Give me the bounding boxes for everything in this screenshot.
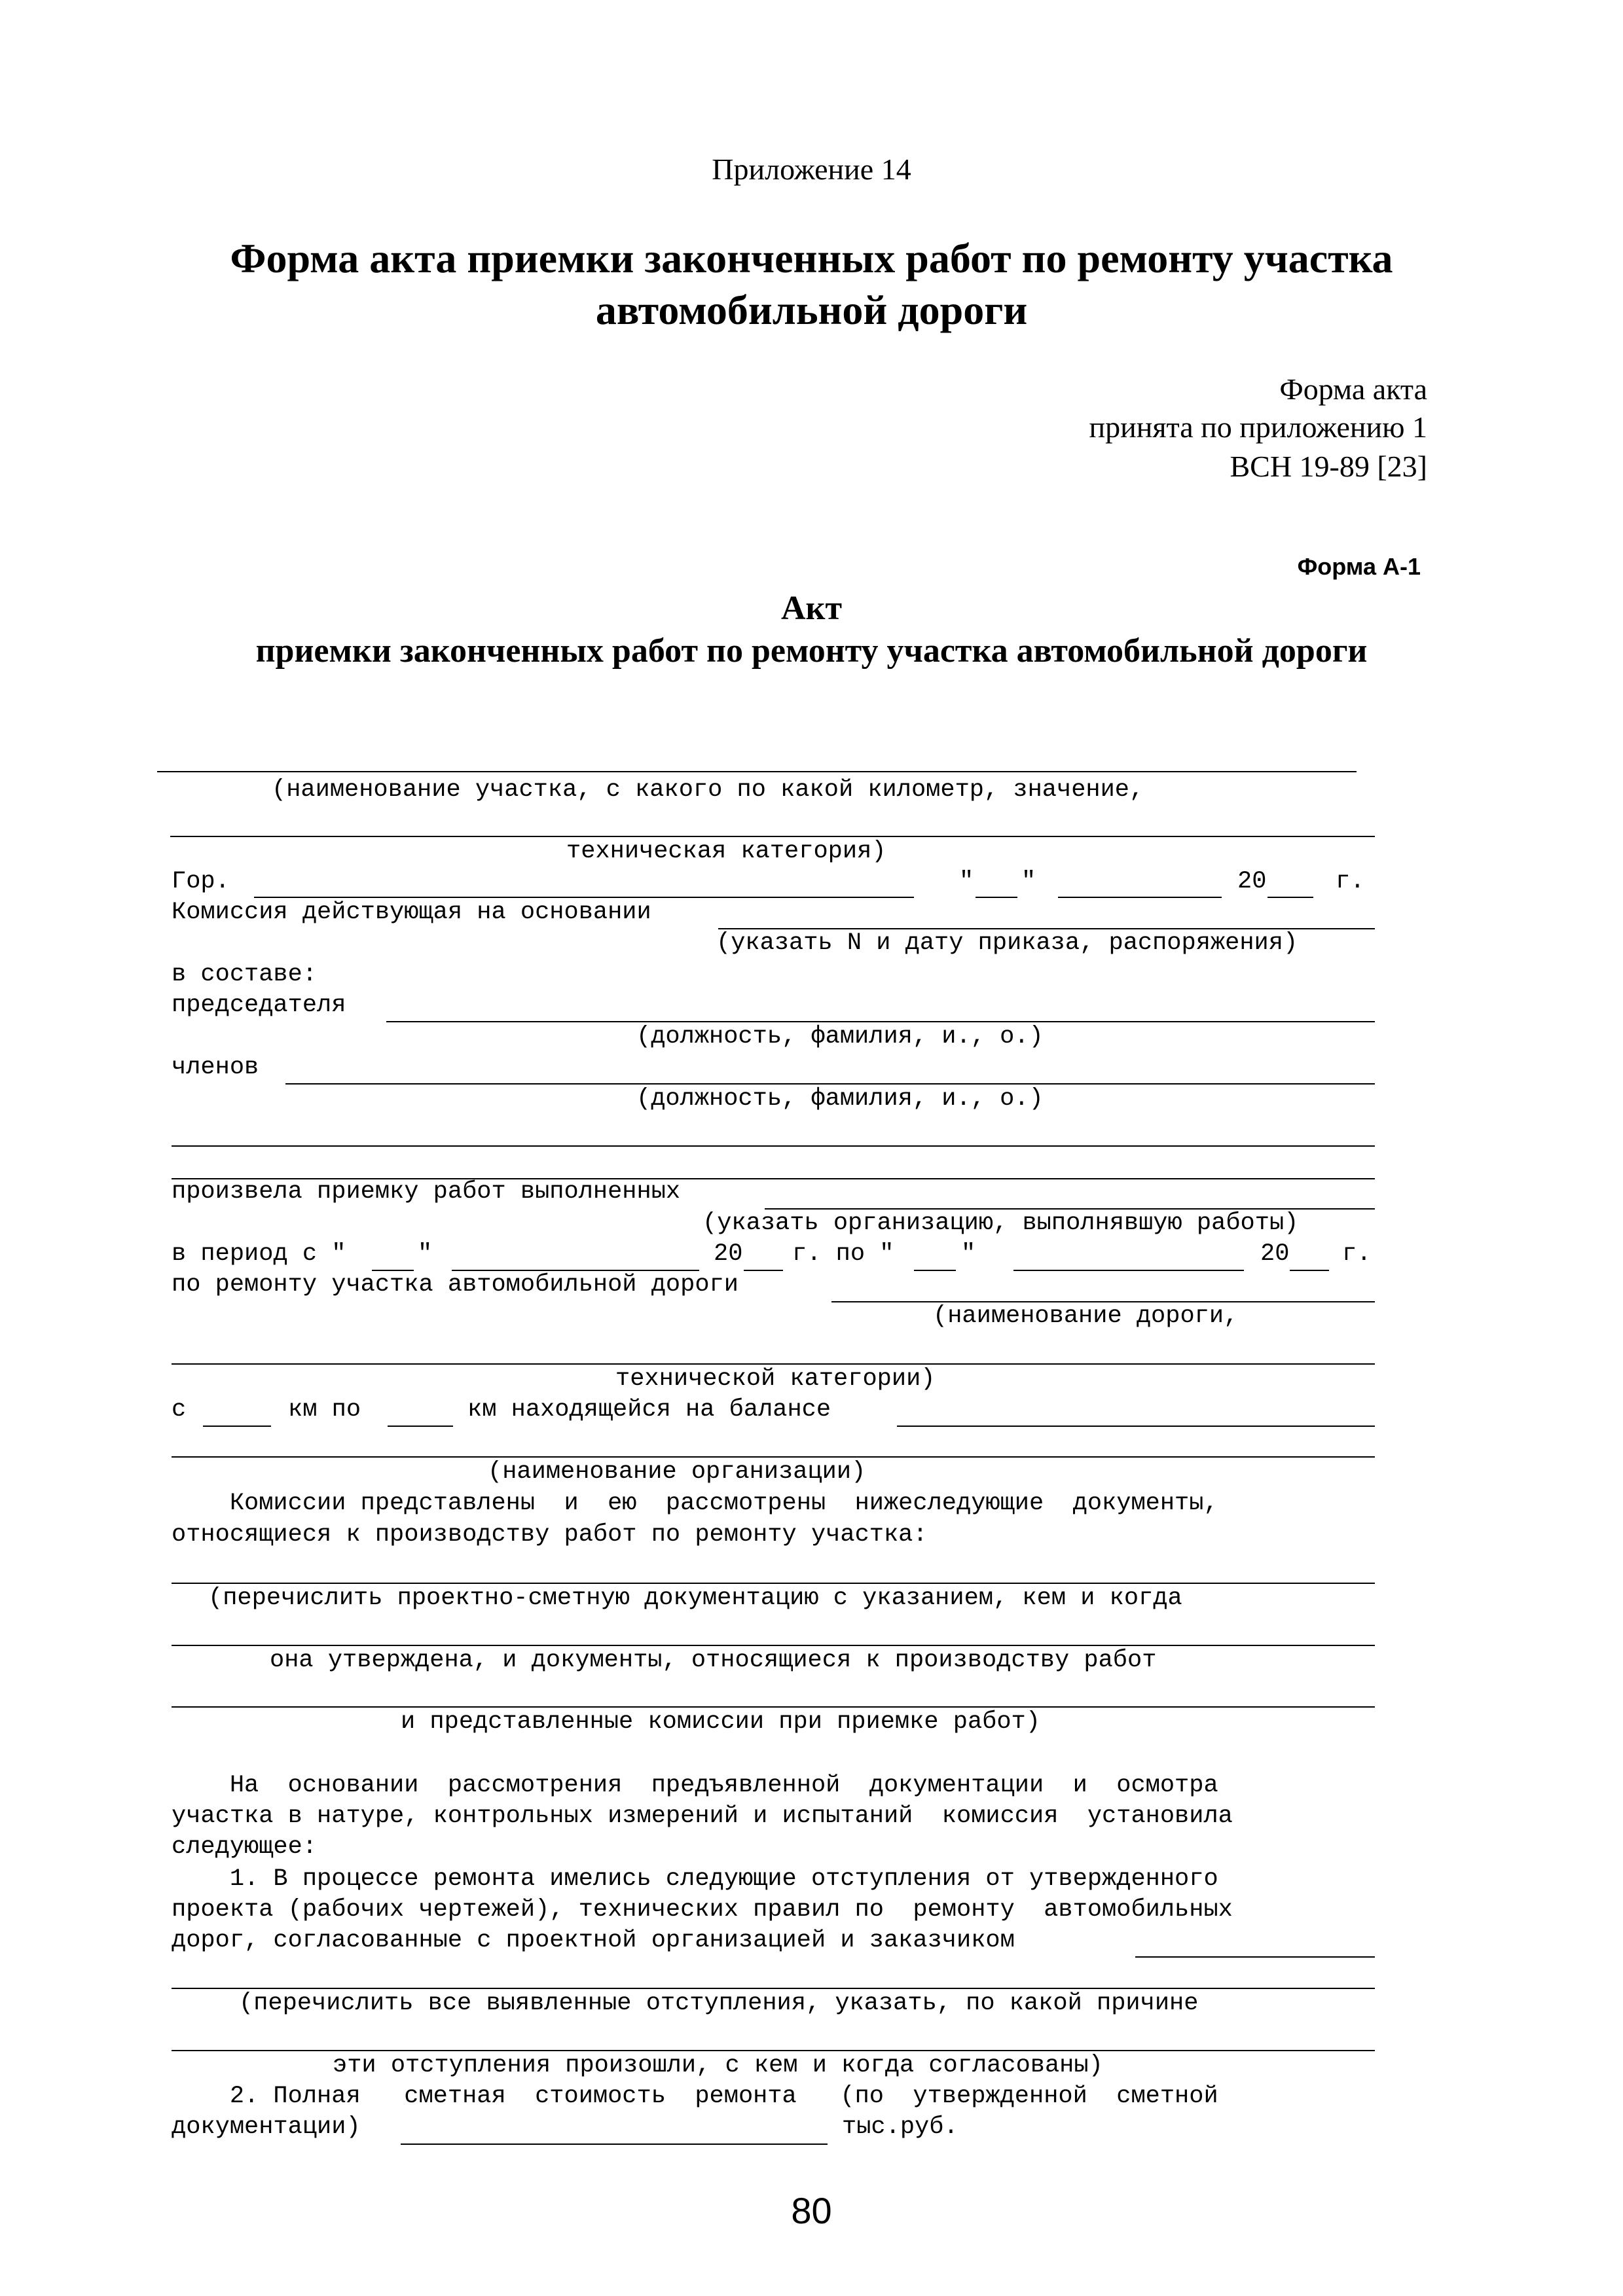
form-note-line-2: принята по приложению 1: [1089, 410, 1427, 444]
period-to-day-line[interactable]: [914, 1270, 956, 1271]
technical-category-line[interactable]: [170, 836, 1375, 837]
date-quote-open: ": [959, 868, 974, 895]
date-quote-close: ": [1021, 868, 1036, 895]
page-number: 80: [791, 2190, 832, 2231]
day-line[interactable]: [976, 897, 1017, 898]
caption-deviations-1: (перечислить все выявленные отступления, указать, по какой причине: [239, 1990, 1199, 2017]
documents-line-1[interactable]: [172, 1583, 1375, 1584]
month-line[interactable]: [1058, 897, 1222, 898]
item1-line-3: дорог, согласованные с проектной организацией и заказчиком: [172, 1927, 1015, 1954]
period-from-label: в период с ": [172, 1240, 346, 1268]
year-prefix: 20: [1237, 868, 1267, 895]
deviations-short-line[interactable]: [1135, 1956, 1375, 1958]
period-to-label: г. по ": [792, 1240, 894, 1268]
cost-line[interactable]: [401, 2144, 828, 2145]
documents-para-line-1: Комиссии представлены и ею рассмотрены нижеследующие документы,: [172, 1490, 1218, 1517]
chairman-line[interactable]: [386, 1021, 1375, 1022]
deviations-line-1[interactable]: [172, 1988, 1375, 1989]
km-to-line[interactable]: [388, 1426, 453, 1427]
road-category-line[interactable]: [172, 1363, 1375, 1365]
year-suffix: г.: [1336, 868, 1365, 895]
form-title-line-2: автомобильной дороги: [595, 287, 1028, 333]
period-to-year: 20: [1260, 1240, 1290, 1268]
period-from-year-line[interactable]: [744, 1270, 783, 1271]
road-repair-label: по ремонту участка автомобильной дороги: [172, 1271, 739, 1299]
item1-line-2: проекта (рабочих чертежей), технических правил по ремонту автомобильных: [172, 1896, 1233, 1924]
caption-order: (указать N и дату приказа, распоряжения): [716, 929, 1298, 957]
item1-line-1: 1. В процессе ремонта имелись следующие отступления от утвержденного: [172, 1865, 1218, 1893]
period-from-quote: ": [418, 1240, 433, 1268]
period-to-year-line[interactable]: [1290, 1270, 1329, 1271]
caption-organization: (наименование организации): [488, 1458, 866, 1486]
caption-contractor: (указать организацию, выполнявшую работы): [702, 1210, 1299, 1237]
cost-unit: тыс.руб.: [842, 2113, 958, 2141]
city-label: Гор.: [172, 868, 230, 895]
acceptance-label: произвела приемку работ выполненных: [172, 1178, 681, 1206]
findings-para-line-1: На основании рассмотрения предъявленной документации и осмотра: [172, 1772, 1218, 1799]
period-to-suffix: г.: [1342, 1240, 1372, 1268]
appendix-label: Приложение 14: [712, 152, 911, 186]
act-subtitle: приемки законченных работ по ремонту участка автомобильной дороги: [255, 632, 1368, 670]
caption-documents-2: она утверждена, и документы, относящиеся к производству работ: [270, 1647, 1157, 1674]
members-label: членов: [172, 1054, 259, 1081]
caption-members: (должность, фамилия, и., о.): [636, 1085, 1044, 1113]
documents-line-3[interactable]: [172, 1706, 1375, 1708]
period-from-year: 20: [714, 1240, 743, 1268]
period-to-quote: ": [961, 1240, 976, 1268]
km-from-label: с: [172, 1396, 187, 1424]
caption-section-name: (наименование участка, с какого по какой километр, значение,: [272, 776, 1144, 804]
km-to-label: км по: [288, 1396, 361, 1424]
item2-line-1: 2. Полная сметная стоимость ремонта (по утвержденной сметной: [172, 2083, 1218, 2110]
form-note-line-1: Форма акта: [1279, 372, 1427, 406]
form-note-line-3: ВСН 19-89 [23]: [1230, 450, 1427, 483]
caption-deviations-2: эти отступления произошли, с кем и когда согласованы): [333, 2052, 1103, 2079]
period-to-month-line[interactable]: [1013, 1270, 1244, 1271]
year-line[interactable]: [1267, 897, 1313, 898]
composition-label: в составе:: [172, 961, 318, 988]
caption-technical-category: техническая категория): [566, 838, 886, 865]
members-extra-line-1[interactable]: [172, 1145, 1375, 1147]
caption-road-category: технической категории): [615, 1365, 936, 1393]
findings-para-line-2: участка в натуре, контрольных измерений и испытаний комиссия установила: [172, 1803, 1233, 1830]
documents-line-2[interactable]: [172, 1645, 1375, 1646]
caption-documents-1: (перечислить проектно-сметную документацию с указанием, кем и когда: [208, 1585, 1182, 1612]
documents-para-line-2: относящиеся к производству работ по ремонту участка:: [172, 1521, 928, 1549]
form-code: Форма А-1: [1297, 553, 1421, 580]
balance-line[interactable]: [897, 1426, 1375, 1427]
caption-documents-3: и представленные комиссии при приемке работ): [401, 1708, 1040, 1736]
caption-road-name: (наименование дороги,: [933, 1302, 1239, 1330]
members-line[interactable]: [285, 1083, 1375, 1085]
chairman-label: председателя: [172, 992, 346, 1019]
section-name-line[interactable]: [157, 771, 1357, 772]
caption-chairman: (должность, фамилия, и., о.): [636, 1023, 1044, 1050]
findings-para-line-3: следующее:: [172, 1833, 318, 1861]
commission-basis-label: Комиссия действующая на основании: [172, 899, 651, 926]
form-title-line-1: Форма акта приемки законченных работ по ремонту участка: [230, 235, 1393, 281]
city-line[interactable]: [254, 897, 914, 898]
act-title: Акт: [780, 590, 843, 627]
balance-label: км находящейся на балансе: [467, 1396, 831, 1424]
deviations-line-2[interactable]: [172, 2050, 1375, 2051]
km-from-line[interactable]: [203, 1426, 271, 1427]
organization-line[interactable]: [172, 1456, 1375, 1458]
item2-line-2: документации): [172, 2113, 361, 2141]
